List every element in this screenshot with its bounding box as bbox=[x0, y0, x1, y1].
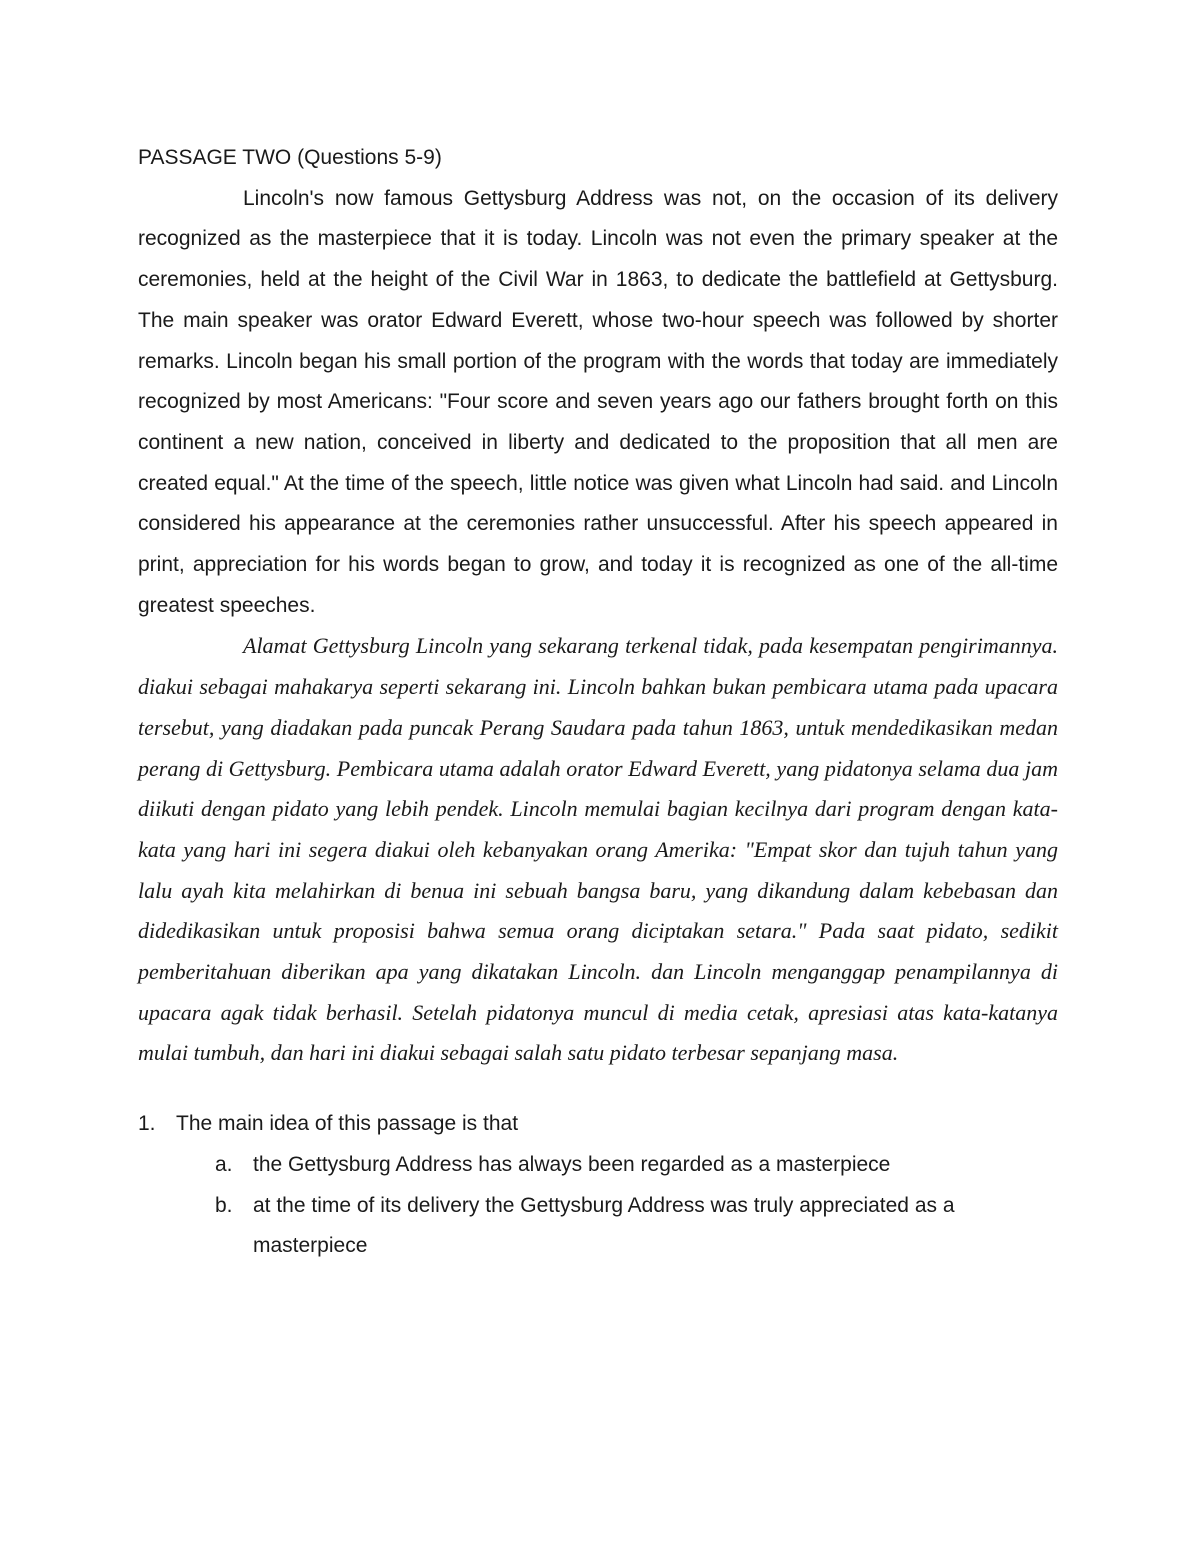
option-b-letter: b. bbox=[215, 1193, 233, 1217]
question-list bbox=[138, 1104, 1058, 1267]
question-item bbox=[138, 1104, 1058, 1145]
option-b-text: at the time of its delivery the Gettysburg Address was truly appreciated as a masterpiece bbox=[253, 1193, 955, 1258]
option-a-letter: a. bbox=[215, 1152, 233, 1176]
english-paragraph: Lincoln's now famous Gettysburg Address was not, on the occasion of its delivery recognized as the masterpiece that it is today. Lincoln was not even the primary speaker at the ceremonies, held at the height of the Civil War in 1863, to dedicate the battlefield at Gettysburg. The main speaker was orator Edward Everett, whose two-hour speech was followed by shorter remarks. Lincoln began his small portion of the program with the words that today are immediately recognized by most Americans: "Four score and seven years ago our fathers brought forth on this continent a new nation, conceived in liberty and dedicated to the proposition that all men are created equal." At the time of the speech, little notice was given what Lincoln had said. and Lincoln considered his appearance at the ceremonies rather unsuccessful. After his speech appeared in print, appreciation for his words began to grow, and today it is recognized as one of the all-time greatest speeches. bbox=[138, 186, 1058, 617]
option-a bbox=[138, 1145, 1058, 1186]
option-b bbox=[138, 1186, 1058, 1267]
page-content bbox=[138, 138, 1058, 1267]
indonesian-paragraph: Alamat Gettysburg Lincoln yang sekarang terkenal tidak, pada kesempatan pengirimannya. diakui sebagai mahakarya seperti sekarang ini. Lincoln bahkan bukan pembicara utama pada upacara tersebut, yang diadakan pada puncak Perang Saudara pada tahun 1863, untuk mendedikasikan medan perang di Gettysburg. Pembicara utama adalah orator Edward Everett, yang pidatonya selama dua jam diikuti dengan pidato yang lebih pendek. Lincoln memulai bagian kecilnya dari program dengan kata-kata yang hari ini segera diakui oleh kebanyakan orang Amerika: "Empat skor dan tujuh tahun yang lalu ayah kita melahirkan di benua ini sebuah bangsa baru, yang dikandung dalam kebebasan dan didedikasikan untuk proposisi bahwa semua orang diciptakan setara." Pada saat pidato, sedikit pemberitahuan diberikan apa yang dikatakan Lincoln. dan Lincoln menganggap penampilannya di upacara agak tidak berhasil. Setelah pidatonya muncul di media cetak, apresiasi atas kata-katanya mulai tumbuh, dan hari ini diakui sebagai salah satu pidato terbesar sepanjang masa. bbox=[138, 633, 1058, 1066]
option-a-text: the Gettysburg Address has always been regarded as a masterpiece bbox=[253, 1152, 891, 1176]
question-number: 1. bbox=[138, 1112, 156, 1136]
question-text: The main idea of this passage is that bbox=[176, 1112, 519, 1136]
passage-heading: PASSAGE TWO (Questions 5-9) bbox=[138, 146, 442, 169]
